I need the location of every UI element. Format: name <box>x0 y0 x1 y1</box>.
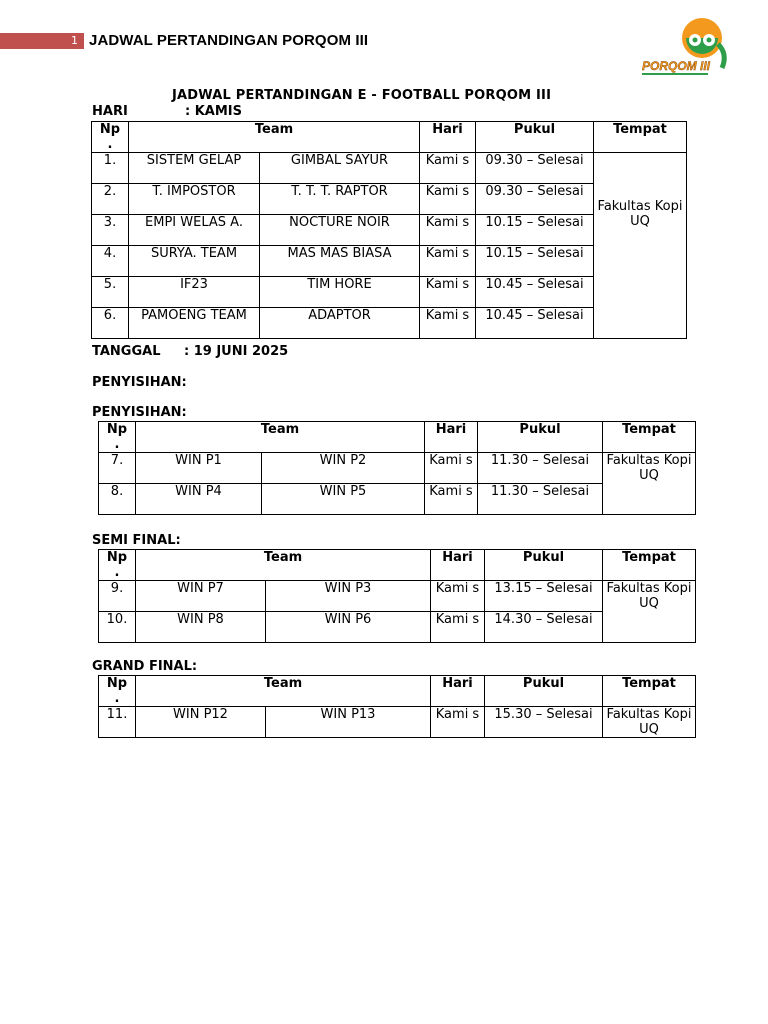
header-title: JADWAL PERTANDINGAN PORQOM III <box>89 32 369 49</box>
match-time: 10.45 – Selesai <box>476 277 594 308</box>
match-day: Kami s <box>420 215 476 246</box>
column-header-hari: Hari <box>431 550 485 581</box>
match-day: Kami s <box>420 184 476 215</box>
match-time: 11.30 – Selesai <box>478 484 603 515</box>
grand-final-table <box>98 675 696 738</box>
match-time: 10.15 – Selesai <box>476 215 594 246</box>
team-a: WIN P4 <box>136 484 262 515</box>
table-header-row <box>99 422 696 453</box>
table-header-row <box>99 550 696 581</box>
table-row <box>92 153 687 184</box>
section-label-penyisihan-2: PENYISIHAN: <box>92 405 187 420</box>
match-time: 09.30 – Selesai <box>476 184 594 215</box>
match-number: 6. <box>92 308 129 339</box>
column-header-no: Np . <box>99 550 136 581</box>
match-number: 2. <box>92 184 129 215</box>
team-a: T. IMPOSTOR <box>129 184 260 215</box>
match-day: Kami s <box>431 581 485 612</box>
team-b: WIN P6 <box>266 612 431 643</box>
column-header-team: Team <box>136 422 425 453</box>
semi-final-table <box>98 549 696 643</box>
match-number: 8. <box>99 484 136 515</box>
team-a: WIN P12 <box>136 707 266 738</box>
match-time: 14.30 – Selesai <box>485 612 603 643</box>
column-header-tempat: Tempat <box>603 422 696 453</box>
hari-label: HARI <box>92 104 128 119</box>
team-b: WIN P3 <box>266 581 431 612</box>
match-day: Kami s <box>420 153 476 184</box>
hari-value: : KAMIS <box>185 104 242 119</box>
team-b: T. T. T. RAPTOR <box>260 184 420 215</box>
column-header-tempat: Tempat <box>603 676 696 707</box>
column-header-no: Np . <box>99 422 136 453</box>
match-number: 5. <box>92 277 129 308</box>
tanggal-value: : 19 JUNI 2025 <box>184 344 289 359</box>
page-number: 1 <box>0 33 84 49</box>
team-a: IF23 <box>129 277 260 308</box>
section-label-grand-final: GRAND FINAL: <box>92 659 198 674</box>
team-a: WIN P8 <box>136 612 266 643</box>
match-day: Kami s <box>425 453 478 484</box>
match-day: Kami s <box>420 246 476 277</box>
section-label-semi-final: SEMI FINAL: <box>92 533 181 548</box>
match-number: 3. <box>92 215 129 246</box>
table-header-row <box>92 122 687 153</box>
match-time: 15.30 – Selesai <box>485 707 603 738</box>
venue: Fakultas Kopi UQ <box>603 453 696 515</box>
column-header-team: Team <box>136 676 431 707</box>
column-header-tempat: Tempat <box>594 122 687 153</box>
column-header-no: Np . <box>92 122 129 153</box>
match-number: 9. <box>99 581 136 612</box>
team-b: NOCTURE NOIR <box>260 215 420 246</box>
team-b: GIMBAL SAYUR <box>260 153 420 184</box>
team-b: TIM HORE <box>260 277 420 308</box>
match-day: Kami s <box>420 308 476 339</box>
section-label-penyisihan-1: PENYISIHAN: <box>92 375 187 390</box>
match-number: 11. <box>99 707 136 738</box>
team-b: WIN P13 <box>266 707 431 738</box>
venue: Fakultas Kopi UQ <box>603 581 696 643</box>
logo-text: PORQOM III <box>642 59 711 73</box>
match-day: Kami s <box>431 612 485 643</box>
team-b: WIN P2 <box>262 453 425 484</box>
tanggal-label: TANGGAL <box>92 344 161 359</box>
match-number: 4. <box>92 246 129 277</box>
match-number: 7. <box>99 453 136 484</box>
match-time: 11.30 – Selesai <box>478 453 603 484</box>
match-number: 10. <box>99 612 136 643</box>
team-b: WIN P5 <box>262 484 425 515</box>
venue: Fakultas Kopi UQ <box>594 153 687 339</box>
venue: Fakultas Kopi UQ <box>603 707 696 738</box>
match-time: 10.45 – Selesai <box>476 308 594 339</box>
team-a: PAMOENG TEAM <box>129 308 260 339</box>
group-stage-table <box>91 121 687 339</box>
team-b: MAS MAS BIASA <box>260 246 420 277</box>
match-day: Kami s <box>420 277 476 308</box>
match-time: 10.15 – Selesai <box>476 246 594 277</box>
column-header-pukul: Pukul <box>485 550 603 581</box>
porqom-logo <box>640 14 740 78</box>
table-header-row <box>99 676 696 707</box>
column-header-hari: Hari <box>425 422 478 453</box>
column-header-tempat: Tempat <box>603 550 696 581</box>
column-header-pukul: Pukul <box>476 122 594 153</box>
column-header-pukul: Pukul <box>478 422 603 453</box>
table-row <box>99 707 696 738</box>
column-header-no: Np . <box>99 676 136 707</box>
match-number: 1. <box>92 153 129 184</box>
column-header-hari: Hari <box>431 676 485 707</box>
column-header-hari: Hari <box>420 122 476 153</box>
match-time: 13.15 – Selesai <box>485 581 603 612</box>
match-time: 09.30 – Selesai <box>476 153 594 184</box>
column-header-team: Team <box>136 550 431 581</box>
table-row <box>99 581 696 612</box>
team-a: SURYA. TEAM <box>129 246 260 277</box>
team-b: ADAPTOR <box>260 308 420 339</box>
match-day: Kami s <box>425 484 478 515</box>
team-a: WIN P7 <box>136 581 266 612</box>
document-title: JADWAL PERTANDINGAN E - FOOTBALL PORQOM III <box>172 88 552 103</box>
team-a: EMPI WELAS A. <box>129 215 260 246</box>
column-header-team: Team <box>129 122 420 153</box>
team-a: SISTEM GELAP <box>129 153 260 184</box>
penyisihan-table <box>98 421 696 515</box>
match-day: Kami s <box>431 707 485 738</box>
table-row <box>99 453 696 484</box>
column-header-pukul: Pukul <box>485 676 603 707</box>
team-a: WIN P1 <box>136 453 262 484</box>
